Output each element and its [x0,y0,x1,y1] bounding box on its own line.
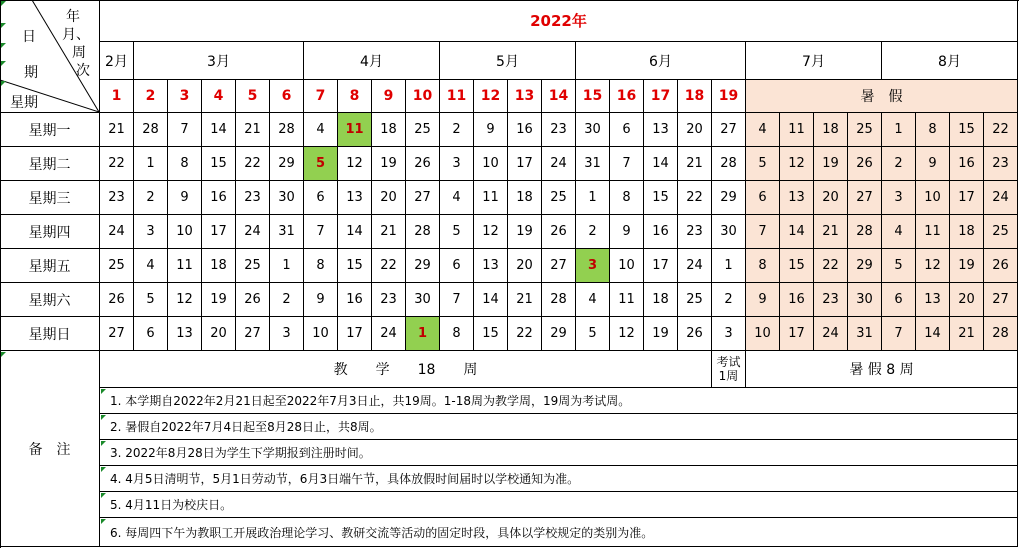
corner-label-qi: 期 [24,65,38,81]
date-cell[interactable]: 16 [508,113,542,147]
week-number[interactable]: 5 [236,80,270,113]
date-cell[interactable]: 26 [848,147,882,181]
date-cell[interactable]: 12 [916,249,950,283]
date-cell[interactable]: 8 [168,147,202,181]
date-cell[interactable]: 18 [508,181,542,215]
date-cell[interactable]: 28 [712,147,746,181]
date-cell[interactable]: 9 [916,147,950,181]
date-cell[interactable]: 11 [916,215,950,249]
corner-label-ri: 日 [22,29,36,45]
date-cell[interactable]: 31 [270,215,304,249]
week-number[interactable]: 19 [712,80,746,113]
date-cell[interactable]: 23 [542,113,576,147]
date-cell[interactable]: 3 [440,147,474,181]
date-cell[interactable]: 26 [678,317,712,351]
date-cell[interactable]: 7 [746,215,780,249]
date-cell[interactable]: 16 [202,181,236,215]
date-cell[interactable]: 15 [338,249,372,283]
week-number[interactable]: 4 [202,80,236,113]
cell-marker-icon [1,81,6,86]
month-header[interactable]: 3月 [134,42,304,80]
date-cell[interactable]: 5 [746,147,780,181]
date-cell[interactable]: 14 [780,215,814,249]
date-cell[interactable]: 18 [372,113,406,147]
date-cell[interactable]: 1 [270,249,304,283]
date-cell[interactable]: 8 [304,249,338,283]
date-cell[interactable]: 2 [270,283,304,317]
date-cell[interactable]: 11 [610,283,644,317]
date-cell[interactable]: 18 [950,215,984,249]
week-number[interactable]: 6 [270,80,304,113]
month-header[interactable]: 2月 [100,42,134,80]
date-cell[interactable]: 12 [168,283,202,317]
weekday-label[interactable]: 星期六 [0,283,100,317]
date-cell[interactable]: 22 [100,147,134,181]
weekday-label[interactable]: 星期日 [0,317,100,351]
date-cell[interactable]: 17 [780,317,814,351]
date-cell[interactable]: 21 [814,215,848,249]
weekday-label[interactable]: 星期一 [0,113,100,147]
date-cell[interactable]: 31 [848,317,882,351]
date-cell[interactable]: 27 [406,181,440,215]
date-cell[interactable]: 1 [406,317,440,351]
date-cell[interactable]: 9 [168,181,202,215]
date-cell[interactable]: 2 [134,181,168,215]
date-cell[interactable]: 10 [168,215,202,249]
date-cell[interactable]: 27 [848,181,882,215]
date-cell[interactable]: 10 [474,147,508,181]
exam-week-text: 1周 [718,369,739,383]
date-cell[interactable]: 10 [304,317,338,351]
date-cell[interactable]: 8 [610,181,644,215]
corner-label-nian: 年 [66,9,80,25]
date-cell[interactable]: 29 [270,147,304,181]
date-cell[interactable]: 14 [644,147,678,181]
date-cell[interactable]: 24 [814,317,848,351]
corner-label-zhou: 周 [72,45,86,61]
date-cell[interactable]: 25 [100,249,134,283]
date-cell[interactable]: 5 [882,249,916,283]
date-cell[interactable]: 19 [814,147,848,181]
week-number[interactable]: 1 [100,80,134,113]
date-cell[interactable]: 14 [474,283,508,317]
date-cell[interactable]: 19 [644,317,678,351]
date-cell[interactable]: 13 [780,181,814,215]
week-number[interactable]: 16 [610,80,644,113]
note-line[interactable]: 4. 4月5日清明节，5月1日劳动节，6月3日端午节，具体放假时间届时以学校通知为准。 [100,466,1018,492]
date-cell[interactable]: 1 [576,181,610,215]
date-cell[interactable]: 29 [712,181,746,215]
weekday-label[interactable]: 星期四 [0,215,100,249]
cell-marker-icon [1,23,6,28]
week-number[interactable]: 2 [134,80,168,113]
date-cell[interactable]: 29 [848,249,882,283]
date-cell[interactable]: 6 [440,249,474,283]
date-cell[interactable]: 25 [984,215,1018,249]
date-cell[interactable]: 5 [576,317,610,351]
summer-weeks[interactable]: 暑 假 8 周 [746,351,1018,388]
date-cell[interactable]: 27 [236,317,270,351]
date-cell[interactable]: 23 [678,215,712,249]
date-cell[interactable]: 2 [576,215,610,249]
note-line[interactable]: 1. 本学期自2022年2月21日起至2022年7月3日止，共19周。1-18周为教学周，19周为考试周。 [100,388,1018,414]
date-cell[interactable]: 6 [304,181,338,215]
date-cell[interactable]: 18 [644,283,678,317]
date-cell[interactable]: 19 [202,283,236,317]
date-cell[interactable]: 24 [678,249,712,283]
summer-break-header[interactable]: 暑 假 [746,80,1018,113]
date-cell[interactable]: 24 [542,147,576,181]
note-line[interactable]: 6. 每周四下午为教职工开展政治理论学习、教研交流等活动的固定时段，具体以学校规定的类别为准。 [100,518,1018,547]
date-cell[interactable]: 22 [814,249,848,283]
note-line[interactable]: 5. 4月11日为校庆日。 [100,492,1018,518]
date-cell[interactable]: 28 [984,317,1018,351]
date-cell[interactable]: 12 [474,215,508,249]
date-cell[interactable]: 12 [610,317,644,351]
date-cell[interactable]: 26 [542,215,576,249]
date-cell[interactable]: 10 [746,317,780,351]
date-cell[interactable]: 7 [440,283,474,317]
date-cell[interactable]: 2 [440,113,474,147]
note-line[interactable]: 3. 2022年8月28日为学生下学期报到注册时间。 [100,440,1018,466]
date-cell[interactable]: 25 [236,249,270,283]
month-header[interactable]: 8月 [882,42,1018,80]
date-cell[interactable]: 29 [406,249,440,283]
date-cell[interactable]: 26 [236,283,270,317]
week-number[interactable]: 17 [644,80,678,113]
date-cell[interactable]: 9 [304,283,338,317]
date-cell[interactable]: 27 [984,283,1018,317]
date-cell[interactable]: 4 [746,113,780,147]
cell-marker-icon [101,493,106,498]
week-number[interactable]: 18 [678,80,712,113]
date-cell[interactable]: 16 [338,283,372,317]
month-header[interactable]: 6月 [576,42,746,80]
date-cell[interactable]: 16 [644,215,678,249]
date-cell[interactable]: 22 [372,249,406,283]
cell-marker-icon [1,43,6,48]
date-cell[interactable]: 23 [984,147,1018,181]
cell-marker-icon [101,389,106,394]
date-cell[interactable]: 6 [610,113,644,147]
date-cell[interactable]: 22 [678,181,712,215]
date-cell[interactable]: 1 [882,113,916,147]
calendar-title[interactable]: 2022年 [100,0,1018,42]
date-cell[interactable]: 24 [372,317,406,351]
week-number[interactable]: 14 [542,80,576,113]
date-cell[interactable]: 28 [270,113,304,147]
date-cell[interactable]: 28 [542,283,576,317]
teaching-weeks[interactable]: 教 学 18 周 [100,351,712,388]
date-cell[interactable]: 7 [610,147,644,181]
cell-marker-icon [1,352,6,357]
date-cell[interactable]: 28 [134,113,168,147]
date-cell[interactable]: 3 [270,317,304,351]
date-cell[interactable]: 12 [338,147,372,181]
date-cell[interactable]: 5 [134,283,168,317]
cell-marker-icon [101,415,106,420]
date-cell[interactable]: 4 [576,283,610,317]
date-cell[interactable]: 15 [780,249,814,283]
date-cell[interactable]: 14 [202,113,236,147]
date-cell[interactable]: 2 [882,147,916,181]
date-cell[interactable]: 21 [236,113,270,147]
week-number[interactable]: 12 [474,80,508,113]
date-cell[interactable]: 20 [508,249,542,283]
date-cell[interactable]: 27 [542,249,576,283]
date-cell[interactable]: 28 [848,215,882,249]
date-cell[interactable]: 23 [236,181,270,215]
date-cell[interactable]: 3 [712,317,746,351]
date-cell[interactable]: 30 [406,283,440,317]
corner-label-xingqi: 星期 [10,95,38,111]
date-cell[interactable]: 21 [508,283,542,317]
date-cell[interactable]: 30 [712,215,746,249]
date-cell[interactable]: 5 [304,147,338,181]
date-cell[interactable]: 24 [984,181,1018,215]
week-number[interactable]: 9 [372,80,406,113]
date-cell[interactable]: 17 [508,147,542,181]
date-cell[interactable]: 8 [746,249,780,283]
date-cell[interactable]: 18 [202,249,236,283]
weekday-label[interactable]: 星期三 [0,181,100,215]
date-cell[interactable]: 25 [406,113,440,147]
cell-marker-icon [1,61,6,66]
date-cell[interactable]: 13 [338,181,372,215]
date-cell[interactable]: 6 [882,283,916,317]
date-cell[interactable]: 25 [542,181,576,215]
date-cell[interactable]: 27 [100,317,134,351]
date-cell[interactable]: 13 [168,317,202,351]
date-cell[interactable]: 22 [236,147,270,181]
date-cell[interactable]: 14 [916,317,950,351]
date-cell[interactable]: 8 [440,317,474,351]
date-cell[interactable]: 9 [746,283,780,317]
cell-marker-icon [101,467,106,472]
date-cell[interactable]: 16 [780,283,814,317]
cell-marker-icon [101,519,106,524]
date-cell[interactable]: 13 [644,113,678,147]
date-cell[interactable]: 9 [610,215,644,249]
date-cell[interactable]: 1 [134,147,168,181]
date-cell[interactable]: 10 [916,181,950,215]
date-cell[interactable]: 30 [848,283,882,317]
date-cell[interactable]: 2 [712,283,746,317]
date-cell[interactable]: 29 [542,317,576,351]
date-cell[interactable]: 4 [134,249,168,283]
week-number[interactable]: 10 [406,80,440,113]
date-cell[interactable]: 21 [678,147,712,181]
date-cell[interactable]: 11 [168,249,202,283]
date-cell[interactable]: 1 [712,249,746,283]
date-cell[interactable]: 4 [440,181,474,215]
week-number[interactable]: 15 [576,80,610,113]
date-cell[interactable]: 6 [134,317,168,351]
date-cell[interactable]: 22 [984,113,1018,147]
exam-week-text: 考试 [716,355,741,369]
date-cell[interactable]: 22 [508,317,542,351]
date-cell[interactable]: 21 [100,113,134,147]
date-cell[interactable]: 6 [746,181,780,215]
date-cell[interactable]: 26 [100,283,134,317]
date-cell[interactable]: 13 [474,249,508,283]
date-cell[interactable]: 20 [950,283,984,317]
date-cell[interactable]: 30 [576,113,610,147]
date-cell[interactable]: 17 [950,181,984,215]
cell-marker-icon [101,441,106,446]
note-line[interactable]: 2. 暑假自2022年7月4日起至8月28日止，共8周。 [100,414,1018,440]
week-number[interactable]: 11 [440,80,474,113]
date-cell[interactable]: 17 [338,317,372,351]
date-cell[interactable]: 19 [950,249,984,283]
date-cell[interactable]: 10 [610,249,644,283]
date-cell[interactable]: 24 [236,215,270,249]
weekday-label[interactable]: 星期五 [0,249,100,283]
date-cell[interactable]: 19 [372,147,406,181]
week-number[interactable]: 3 [168,80,202,113]
date-cell[interactable]: 23 [814,283,848,317]
cell-marker-icon [1,1,6,6]
week-number[interactable]: 7 [304,80,338,113]
date-cell[interactable]: 21 [372,215,406,249]
date-cell[interactable]: 26 [984,249,1018,283]
date-cell[interactable]: 21 [950,317,984,351]
weekday-label[interactable]: 星期二 [0,147,100,181]
date-cell[interactable]: 23 [100,181,134,215]
date-cell[interactable]: 19 [508,215,542,249]
date-cell[interactable]: 18 [814,113,848,147]
date-cell[interactable]: 28 [406,215,440,249]
date-cell[interactable]: 14 [338,215,372,249]
corner-label-ci: 次 [76,63,90,79]
date-cell[interactable]: 20 [202,317,236,351]
date-cell[interactable]: 3 [882,181,916,215]
month-header[interactable]: 7月 [746,42,882,80]
date-cell[interactable]: 5 [440,215,474,249]
date-cell[interactable]: 7 [304,215,338,249]
date-cell[interactable]: 16 [950,147,984,181]
date-cell[interactable]: 15 [950,113,984,147]
date-cell[interactable]: 4 [304,113,338,147]
date-cell[interactable]: 20 [678,113,712,147]
date-cell[interactable]: 11 [780,113,814,147]
date-cell[interactable]: 13 [916,283,950,317]
week-number[interactable]: 13 [508,80,542,113]
date-cell[interactable]: 20 [372,181,406,215]
date-cell[interactable]: 26 [406,147,440,181]
date-cell[interactable]: 24 [100,215,134,249]
date-cell[interactable]: 20 [814,181,848,215]
date-cell[interactable]: 25 [848,113,882,147]
week-number[interactable]: 8 [338,80,372,113]
date-cell[interactable]: 7 [882,317,916,351]
date-cell[interactable]: 11 [338,113,372,147]
date-cell[interactable]: 12 [780,147,814,181]
date-cell[interactable]: 27 [712,113,746,147]
date-cell[interactable]: 17 [644,249,678,283]
date-cell[interactable]: 8 [916,113,950,147]
date-cell[interactable]: 15 [474,317,508,351]
corner-label-yue: 月、 [62,27,90,43]
date-cell[interactable]: 23 [372,283,406,317]
date-cell[interactable]: 3 [134,215,168,249]
date-cell[interactable]: 30 [270,181,304,215]
date-cell[interactable]: 7 [168,113,202,147]
date-cell[interactable]: 15 [644,181,678,215]
date-cell[interactable]: 4 [882,215,916,249]
notes-label[interactable]: 备 注 [0,351,100,547]
date-cell[interactable]: 3 [576,249,610,283]
date-cell[interactable]: 31 [576,147,610,181]
date-cell[interactable]: 17 [202,215,236,249]
corner-header [0,0,100,113]
month-header[interactable]: 5月 [440,42,576,80]
exam-week[interactable] [712,351,746,388]
date-cell[interactable]: 15 [202,147,236,181]
date-cell[interactable]: 9 [474,113,508,147]
date-cell[interactable]: 11 [474,181,508,215]
month-header[interactable]: 4月 [304,42,440,80]
date-cell[interactable]: 25 [678,283,712,317]
